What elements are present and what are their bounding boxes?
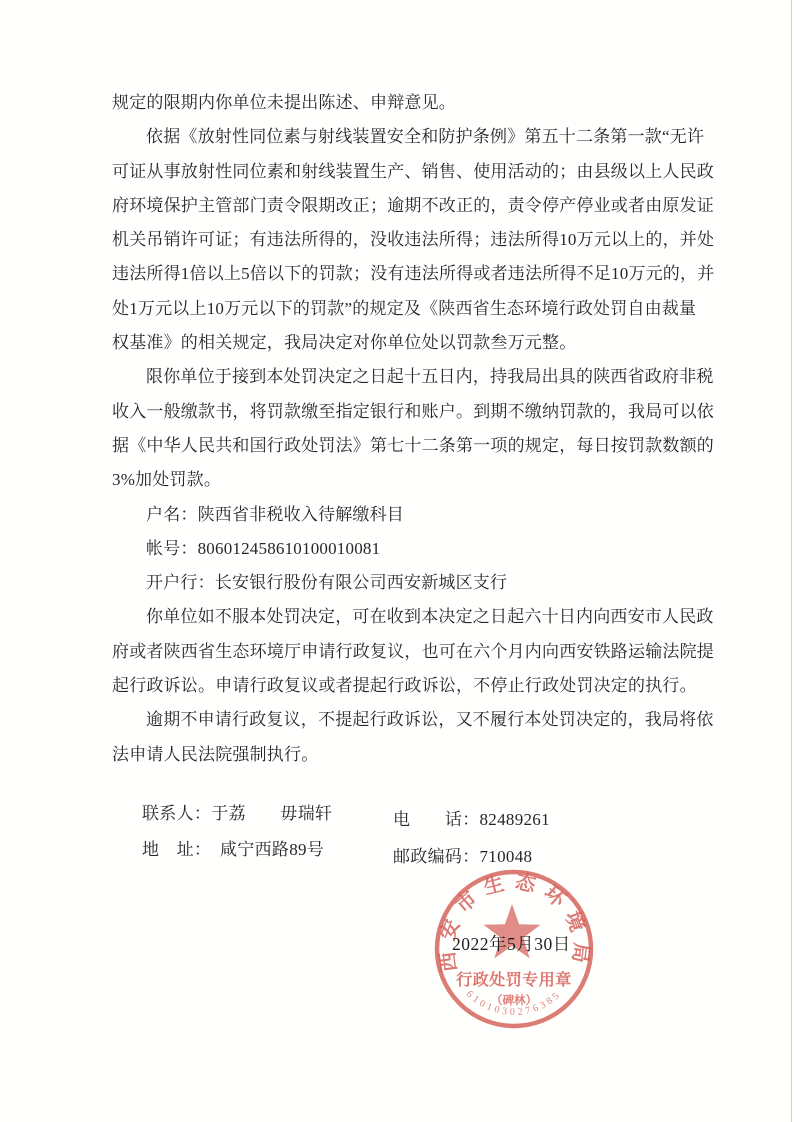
address-row: [142, 835, 324, 860]
seal-org-arc-text: 西安市生态环境局: [435, 870, 593, 974]
text-line: 逾期不申请行政复议，不提起行政诉讼，又不履行本处罚决定的，我局将依: [146, 710, 714, 730]
body-text: [112, 86, 715, 772]
phone-row: [393, 805, 550, 830]
text-line: 3%加处罚款。: [112, 470, 222, 490]
text-line: 处1万元以上10万元以下的罚款”的规定及《陕西省生态环境行政处罚自由裁量: [112, 298, 697, 318]
text-line: 收入一般缴款书，将罚款缴至指定银行和账户。到期不缴纳罚款的，我局可以依: [112, 401, 714, 421]
address-value: 咸宁西路89号: [220, 840, 325, 859]
text-line: 可证从事放射性同位素和射线装置生产、销售、使用活动的；由县级以上人民政: [112, 161, 714, 181]
seal-title-text: 行政处罚专用章: [456, 972, 572, 989]
contact-person-label: 联系人：: [142, 804, 212, 823]
text-line: 开户行：长安银行股份有限公司西安新城区支行: [146, 573, 508, 593]
contact-person-value: 于荔 毋瑞轩: [211, 804, 333, 823]
seal-code-arc-text: 6101030276385: [464, 988, 564, 1018]
text-line: 帐号：806012458610100010081: [146, 538, 381, 558]
phone-value: 82489261: [479, 810, 550, 829]
postcode-label: 邮政编码：: [393, 847, 480, 866]
text-line: 法申请人民法院强制执行。: [112, 744, 319, 764]
text-line: 据《中华人民共和国行政处罚法》第七十二条第一项的规定，每日按罚款数额的: [112, 435, 714, 455]
text-line: 府或者陕西省生态环境厅申请行政复议，也可在六个月内向西安铁路运输法院提: [112, 641, 714, 661]
text-line: 你单位如不服本处罚决定，可在收到本决定之日起六十日内向西安市人民政: [146, 607, 714, 627]
text-line: 规定的限期内你单位未提出陈述、申辩意见。: [112, 93, 456, 112]
text-line: 违法所得1倍以上5倍以下的罚款；没有违法所得或者违法所得不足10万元的，并: [112, 264, 715, 284]
text-line: 机关吊销许可证；有违法所得的，没收违法所得；违法所得10万元以上的，并处: [112, 230, 715, 250]
text-line: 户名：陕西省非税收入待解缴科目: [146, 504, 404, 524]
address-label: 地 址：: [142, 840, 220, 859]
text-line: 起行政诉讼。申请行政复议或者提起行政诉讼，不停止行政处罚决定的执行。: [112, 676, 697, 696]
postcode-value: 710048: [479, 847, 533, 866]
text-line: 权基准》的相关规定，我局决定对你单位处以罚款叁万元整。: [112, 333, 577, 353]
text-line: 限你单位于接到本处罚决定之日起十五日内，持我局出具的陕西省政府非税: [146, 367, 714, 387]
seal-subtitle-text: （碑林）: [491, 995, 537, 1007]
phone-label: 电 话：: [393, 810, 480, 829]
text-line: 依据《放射性同位素与射线装置安全和防护条例》第五十二条第一款“无许: [146, 127, 705, 147]
text-line: 府环境保护主管部门责令限期改正；逾期不改正的，责令停产停业或者由原发证: [112, 195, 714, 215]
scan-edge-line: [791, 0, 792, 1122]
contact-person-row: [142, 799, 332, 824]
decision-date: 2022年5月30日: [452, 934, 571, 954]
